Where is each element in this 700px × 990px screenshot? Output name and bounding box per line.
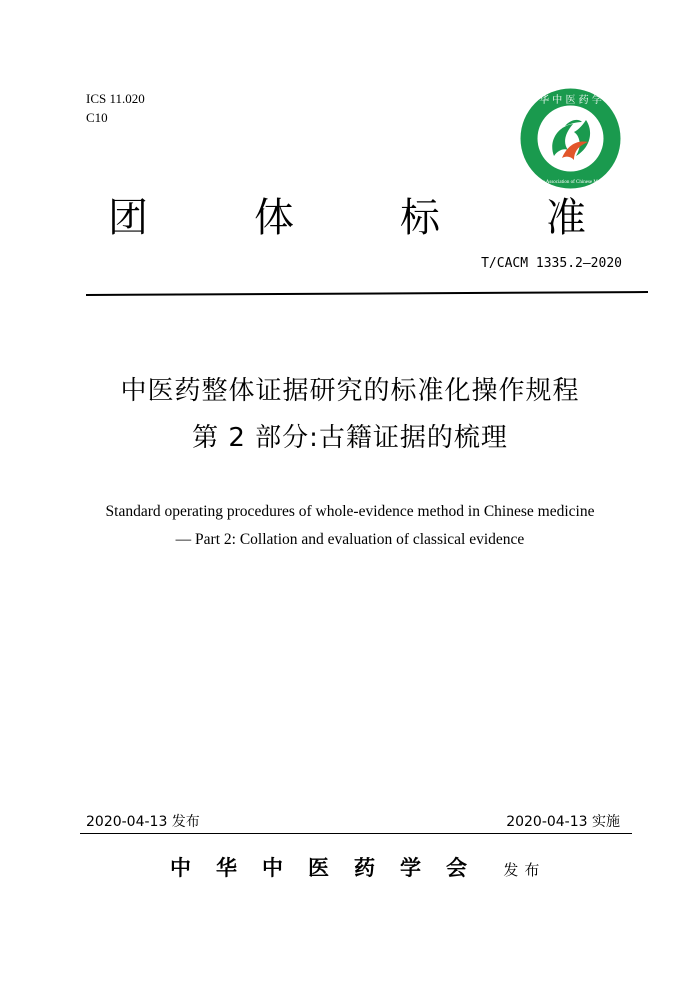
classification-codes	[86, 89, 145, 127]
svg-text:Chinese Association of Chinese: Chinese Association of Chinese Medicine	[528, 180, 613, 185]
publisher-char: 华	[216, 856, 237, 880]
doc-type-char: 标	[400, 195, 440, 241]
bottom-divider	[80, 833, 632, 834]
publisher-char: 中	[170, 856, 191, 880]
chinese-title-line2: 第 2 部分:古籍证据的梳理	[192, 423, 508, 453]
publisher-char: 中	[262, 856, 283, 880]
association-logo-icon	[518, 86, 623, 191]
publisher-char: 会	[446, 856, 467, 880]
issue-date: 2020-04-13 发布	[86, 814, 200, 830]
implementation-date: 2020-04-13 实施	[506, 814, 620, 830]
ccs-code: C10	[86, 110, 108, 125]
english-title-line1: Standard operating procedures of whole-evidence method in Chinese medicine	[105, 503, 595, 520]
doc-type-char: 准	[546, 195, 586, 241]
publisher-char: 医	[308, 856, 329, 880]
ics-code: ICS 11.020	[86, 91, 145, 106]
doc-type-char: 团	[108, 195, 148, 241]
publisher-name	[170, 856, 499, 880]
doc-type-char: 体	[254, 195, 294, 241]
publisher-char: 药	[354, 856, 375, 880]
chinese-title-line1: 中医药整体证据研究的标准化操作规程	[120, 376, 580, 406]
logo-arc-text: 中 华 中 医 药 学 会	[525, 95, 616, 106]
publisher-char: 学	[400, 856, 421, 880]
top-divider	[86, 291, 648, 296]
standard-number: T/CACM 1335.2—2020	[481, 256, 622, 271]
association-logo	[518, 86, 623, 191]
document-type-heading	[0, 190, 700, 250]
english-title-line2: — Part 2: Collation and evaluation of classical evidence	[175, 531, 525, 548]
publisher-verb: 发布	[503, 861, 546, 879]
publisher	[170, 852, 545, 882]
